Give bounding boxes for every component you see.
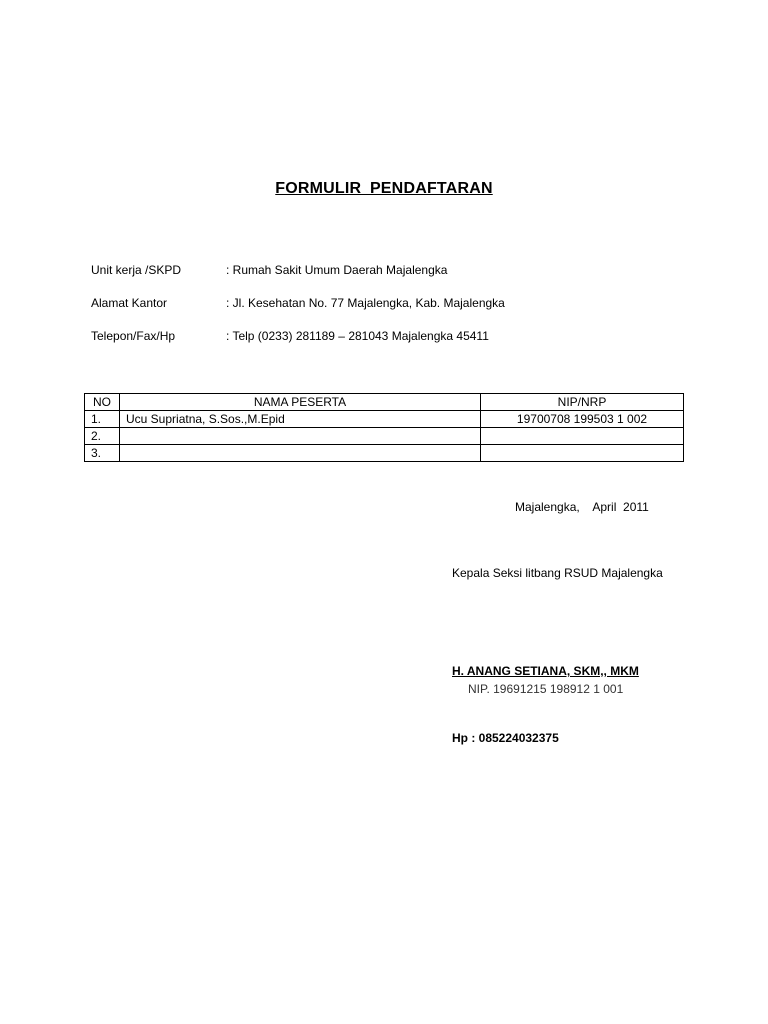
participant-table <box>84 393 684 462</box>
telp-value: : Telp (0233) 281189 – 281043 Majalengka 45411 <box>226 329 489 343</box>
cell-no: 3. <box>85 445 120 462</box>
cell-nip <box>481 428 684 445</box>
table-header-row <box>85 394 684 411</box>
signer-nip: NIP. 19691215 198912 1 001 <box>468 682 624 696</box>
unit-value: : Rumah Sakit Umum Daerah Majalengka <box>226 263 448 277</box>
table-row <box>85 428 684 445</box>
header-no: NO <box>85 394 120 411</box>
telp-label: Telepon/Fax/Hp <box>91 329 176 343</box>
table-row <box>85 411 684 428</box>
cell-nama <box>120 445 481 462</box>
table-row <box>85 445 684 462</box>
info-row-unit <box>91 262 447 278</box>
signer-name: H. ANANG SETIANA, SKM,, MKM <box>452 664 639 678</box>
unit-label: Unit kerja /SKPD <box>91 263 182 277</box>
cell-no: 2. <box>85 428 120 445</box>
cell-nama <box>120 428 481 445</box>
cell-no: 1. <box>85 411 120 428</box>
alamat-label: Alamat Kantor <box>91 296 168 310</box>
place-date: Majalengka, April 2011 <box>515 500 649 514</box>
header-nip: NIP/NRP <box>481 394 684 411</box>
cell-nama: Ucu Supriatna, S.Sos.,M.Epid <box>120 411 481 428</box>
header-nama: NAMA PESERTA <box>120 394 481 411</box>
cell-nip: 19700708 199503 1 002 <box>481 411 684 428</box>
signer-phone: Hp : 085224032375 <box>452 731 559 745</box>
alamat-value: : Jl. Kesehatan No. 77 Majalengka, Kab. Majalengka <box>226 296 505 310</box>
info-row-alamat <box>91 295 505 311</box>
cell-nip <box>481 445 684 462</box>
signer-position: Kepala Seksi litbang RSUD Majalengka <box>452 566 663 580</box>
info-row-telp <box>91 328 489 344</box>
document-title: FORMULIR PENDAFTARAN <box>275 180 493 197</box>
